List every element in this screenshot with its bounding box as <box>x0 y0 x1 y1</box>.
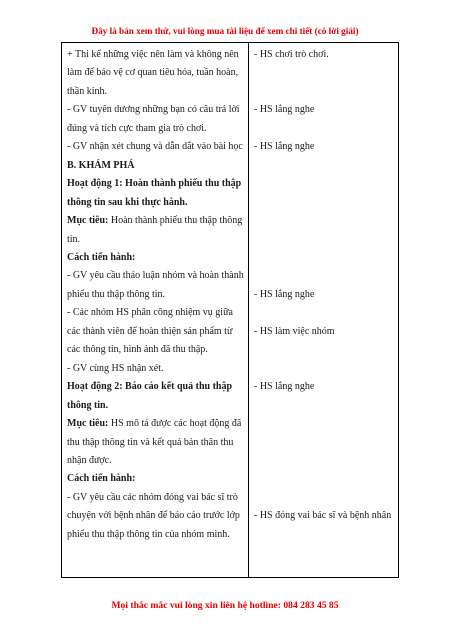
student-activity: - HS làm việc nhóm <box>254 325 335 337</box>
objective-label: Mục tiêu: <box>67 418 109 430</box>
student-activity: - HS lắng nghe <box>254 381 315 393</box>
teacher-paragraph: - GV cùng HS nhận xét. <box>67 362 164 374</box>
teacher-paragraph: Hoạt động 2: Báo cáo kết quả thu thập thông tin. <box>67 381 233 411</box>
teacher-paragraph: - Các nhóm HS phân công nhiệm vụ giữa các thành viên để hoàn thiện sản phẩm từ các thông tin, hình ảnh đã thu thập. <box>67 307 233 356</box>
column-divider <box>248 43 249 577</box>
student-activity: - HS lắng nghe <box>254 141 315 153</box>
objective-text: HS mô tả được các hoạt động đã thu thập thông tin và kết quả bản thân thu nhận được. <box>67 418 242 466</box>
student-activity: - HS lắng nghe <box>254 288 315 300</box>
teacher-paragraph <box>67 212 245 249</box>
lesson-table <box>61 42 399 578</box>
teacher-activities-column <box>67 46 245 544</box>
teacher-paragraph: Cách tiến hành: <box>67 473 136 485</box>
hotline-notice: Mọi thắc mắc vui lòng xin liên hệ hotline: 084 283 45 85 <box>111 600 339 611</box>
teacher-paragraph: - GV nhận xét chung và dẫn dắt vào bài học <box>67 141 243 153</box>
preview-notice: Đây là bản xem thử, vui lòng mua tài liệu để xem chi tiết (có lời giải) <box>91 26 359 36</box>
teacher-paragraph: B. KHÁM PHÁ <box>67 159 135 171</box>
student-activity: - HS đóng vai bác sĩ và bệnh nhân <box>254 510 392 522</box>
teacher-paragraph: - GV yêu cầu thảo luận nhóm và hoàn thành phiếu thu thập thông tin. <box>67 270 244 300</box>
student-activity: - HS lắng nghe <box>254 104 315 116</box>
teacher-paragraph <box>67 415 245 470</box>
student-activity: - HS chơi trò chơi. <box>254 49 329 60</box>
objective-text: Hoàn thành phiếu thu thập thông tin. <box>67 215 243 245</box>
objective-label: Mục tiêu: <box>67 215 109 227</box>
teacher-paragraph: - GV yêu cầu các nhóm đóng vai bác sĩ trò chuyện với bệnh nhân để báo cáo trước lớp phiếu thu thập thông tin của nhóm mình. <box>67 491 240 540</box>
teacher-paragraph: Cách tiến hành: <box>67 251 136 263</box>
teacher-paragraph: Hoạt động 1: Hoàn thành phiếu thu thập thông tin sau khi thực hành. <box>67 178 242 208</box>
teacher-paragraph: + Thi kể những việc nên làm và không nên làm để bảo vệ cơ quan tiêu hóa, tuần hoàn, thần kinh. <box>67 49 239 97</box>
teacher-paragraph: - GV tuyên dương những bạn có câu trả lời đúng và tích cực tham gia trò chơi. <box>67 104 240 134</box>
